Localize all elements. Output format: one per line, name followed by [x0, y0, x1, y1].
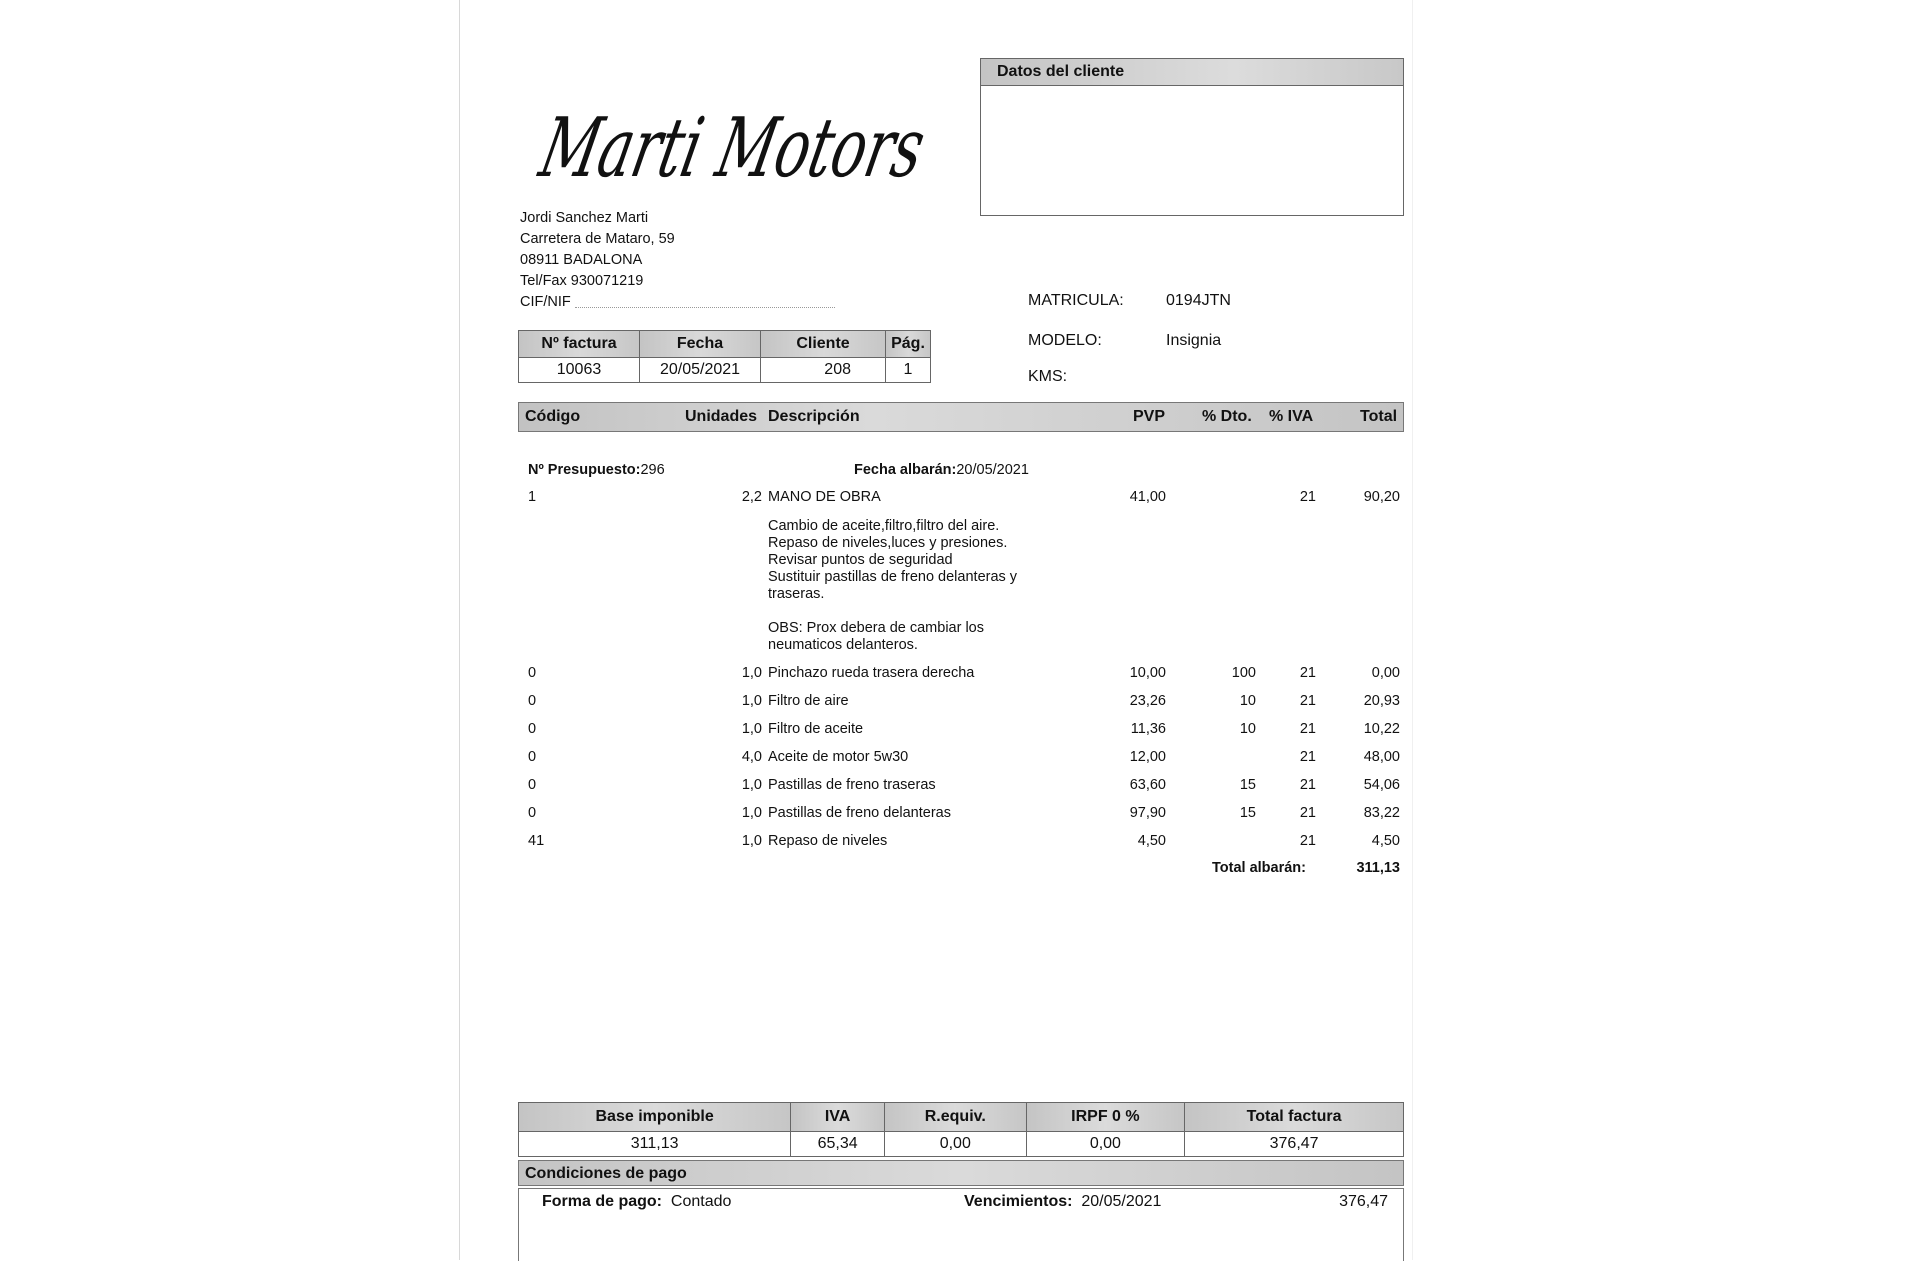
- line-codigo: 1: [528, 489, 537, 505]
- line-pvp: 41,00: [1129, 489, 1166, 505]
- note-line: traseras.: [768, 586, 825, 602]
- col-total-factura: Total factura: [1185, 1103, 1404, 1132]
- logo-text: Marti Motors: [532, 99, 1108, 196]
- line-codigo: 0: [528, 665, 537, 681]
- line-dto: 15: [1239, 777, 1256, 793]
- line-codigo: 41: [528, 833, 545, 849]
- col-base: Base imponible: [519, 1103, 791, 1132]
- company-phone: Tel/Fax 930071219: [520, 273, 644, 289]
- note-line: Revisar puntos de seguridad: [768, 552, 953, 568]
- line-item-row: [0, 777, 1920, 797]
- hdr-pvp: PVP: [1133, 408, 1166, 425]
- line-dto: 15: [1239, 805, 1256, 821]
- hdr-iva: % IVA: [1269, 408, 1314, 425]
- invoice-number: 10063: [519, 358, 640, 383]
- forma-pago-value: Contado: [670, 1193, 732, 1210]
- col-fecha: Fecha: [640, 331, 761, 358]
- line-item-row: [0, 693, 1920, 713]
- line-iva: 21: [1299, 805, 1316, 821]
- line-iva: 21: [1299, 489, 1316, 505]
- col-irpf: IRPF 0 %: [1026, 1103, 1185, 1132]
- col-factura: Nº factura: [519, 331, 640, 358]
- line-descripcion: Aceite de motor 5w30: [768, 749, 909, 765]
- line-total: 54,06: [1363, 777, 1400, 793]
- line-unidades: 1,0: [741, 721, 762, 737]
- modelo-value: Insignia: [1166, 332, 1222, 349]
- line-unidades: 1,0: [741, 777, 762, 793]
- note-line: OBS: Prox debera de cambiar los: [768, 620, 984, 636]
- line-iva: 21: [1299, 749, 1316, 765]
- kms-label: KMS:: [1028, 368, 1068, 385]
- modelo-label: MODELO:: [1028, 332, 1102, 349]
- vehicle-kms: [1028, 368, 1166, 386]
- line-total: 4,50: [1371, 833, 1400, 849]
- total-albaran-label: Total albarán:: [1212, 860, 1306, 876]
- company-street: Carretera de Mataro, 59: [520, 231, 675, 247]
- hdr-dto: % Dto.: [1202, 408, 1252, 425]
- total-albaran-value: 311,13: [1356, 860, 1400, 876]
- client-box-title: Datos del cliente: [981, 59, 1403, 86]
- totals-table: [518, 1102, 1404, 1157]
- hdr-codigo: Código: [525, 408, 581, 425]
- line-total: 20,93: [1363, 693, 1400, 709]
- lines-header: [518, 402, 1404, 432]
- line-total: 83,22: [1363, 805, 1400, 821]
- line-dto: 10: [1239, 721, 1256, 737]
- line-codigo: 0: [528, 777, 537, 793]
- forma-pago: [542, 1193, 731, 1211]
- invoice-date: 20/05/2021: [640, 358, 761, 383]
- presupuesto: [528, 462, 665, 478]
- line-dto: 100: [1231, 665, 1256, 681]
- client-data-box: [980, 58, 1404, 216]
- cif-redacted: [575, 297, 835, 308]
- line-total: 48,00: [1363, 749, 1400, 765]
- line-iva: 21: [1299, 777, 1316, 793]
- cif-label: CIF/NIF: [520, 294, 571, 310]
- line-unidades: 1,0: [741, 665, 762, 681]
- line-pvp: 63,60: [1129, 777, 1166, 793]
- line-total: 0,00: [1371, 665, 1400, 681]
- line-total: 90,20: [1363, 489, 1400, 505]
- line-descripcion: Filtro de aceite: [768, 721, 864, 737]
- hdr-total: Total: [1360, 408, 1398, 425]
- vencimientos-fecha: 20/05/2021: [1081, 1193, 1162, 1210]
- line-item-row: [0, 665, 1920, 685]
- vencimientos-importe: 376,47: [1339, 1193, 1388, 1210]
- line-descripcion: Pinchazo rueda trasera derecha: [768, 665, 975, 681]
- col-cliente: Cliente: [761, 331, 886, 358]
- line-item-row: [0, 721, 1920, 741]
- fecha-albaran-value: 20/05/2021: [956, 462, 1029, 478]
- line-pvp: 4,50: [1137, 833, 1166, 849]
- presupuesto-label: Nº Presupuesto:: [528, 462, 641, 478]
- forma-pago-label: Forma de pago:: [542, 1193, 663, 1210]
- hdr-descripcion: Descripción: [768, 408, 860, 425]
- line-descripcion: Pastillas de freno delanteras: [768, 805, 951, 821]
- col-iva: IVA: [791, 1103, 885, 1132]
- line-descripcion: Pastillas de freno traseras: [768, 777, 936, 793]
- line-codigo: 0: [528, 805, 537, 821]
- line-codigo: 0: [528, 749, 537, 765]
- line-unidades: 1,0: [741, 833, 762, 849]
- hdr-unidades: Unidades: [685, 408, 758, 425]
- line-pvp: 12,00: [1129, 749, 1166, 765]
- requiv-amount: 0,00: [884, 1132, 1026, 1157]
- line-iva: 21: [1299, 833, 1316, 849]
- col-requiv: R.equiv.: [884, 1103, 1026, 1132]
- company-city: 08911 BADALONA: [520, 252, 643, 268]
- vehicle-matricula: [1028, 292, 1231, 310]
- irpf-amount: 0,00: [1026, 1132, 1185, 1157]
- labor-notes: [768, 518, 1017, 654]
- line-iva: 21: [1299, 721, 1316, 737]
- vencimientos: [964, 1193, 1161, 1211]
- presupuesto-value: 296: [640, 462, 665, 478]
- line-descripcion: Filtro de aire: [768, 693, 849, 709]
- line-unidades: 1,0: [741, 805, 762, 821]
- line-iva: 21: [1299, 665, 1316, 681]
- line-total: 10,22: [1363, 721, 1400, 737]
- page-edge-right: [1412, 0, 1413, 1260]
- fecha-albaran: [854, 462, 1029, 478]
- line-pvp: 10,00: [1129, 665, 1166, 681]
- line-pvp: 97,90: [1129, 805, 1166, 821]
- line-iva: 21: [1299, 693, 1316, 709]
- matricula-label: MATRICULA:: [1028, 292, 1124, 309]
- invoice-header-table: [518, 330, 931, 383]
- line-pvp: 11,36: [1130, 721, 1166, 737]
- vehicle-modelo: [1028, 332, 1221, 350]
- note-line: neumaticos delanteros.: [768, 637, 918, 653]
- company-address: [520, 208, 835, 313]
- invoice-client: 208: [761, 358, 886, 383]
- line-unidades: 2,2: [741, 489, 762, 505]
- line-descripcion: Repaso de niveles: [768, 833, 888, 849]
- line-item-row: [0, 805, 1920, 825]
- page-edge-left: [459, 0, 460, 1260]
- line-item-row: [0, 749, 1920, 769]
- line-dto: 10: [1239, 693, 1256, 709]
- line-codigo: 0: [528, 721, 537, 737]
- line-codigo: 0: [528, 693, 537, 709]
- company-logo: [532, 76, 1108, 206]
- payment-title: Condiciones de pago: [518, 1160, 1404, 1186]
- fecha-albaran-label: Fecha albarán:: [854, 462, 957, 478]
- line-pvp: 23,26: [1129, 693, 1166, 709]
- company-owner: Jordi Sanchez Marti: [520, 210, 649, 226]
- base-imponible: 311,13: [519, 1132, 791, 1157]
- line-unidades: 1,0: [741, 693, 762, 709]
- matricula-value: 0194JTN: [1166, 292, 1231, 309]
- total-factura: 376,47: [1185, 1132, 1404, 1157]
- vencimientos-label: Vencimientos:: [964, 1193, 1073, 1210]
- note-line: Cambio de aceite,filtro,filtro del aire.: [768, 518, 1000, 534]
- note-line: [768, 603, 1017, 620]
- note-line: Sustituir pastillas de freno delanteras y: [768, 569, 1018, 585]
- line-item-row: [0, 489, 1920, 509]
- company-cif: [520, 292, 835, 313]
- line-unidades: 4,0: [741, 749, 762, 765]
- invoice-page: 1: [886, 358, 931, 383]
- note-line: Repaso de niveles,luces y presiones.: [768, 535, 1008, 551]
- iva-amount: 65,34: [791, 1132, 885, 1157]
- line-item-row: [0, 833, 1920, 853]
- col-pag: Pág.: [886, 331, 931, 358]
- line-descripcion: MANO DE OBRA: [768, 489, 881, 505]
